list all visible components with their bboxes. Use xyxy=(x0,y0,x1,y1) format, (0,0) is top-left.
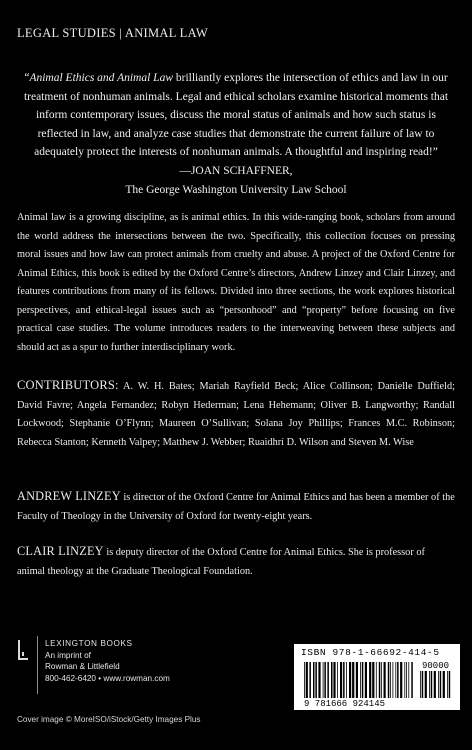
ean-digits: 9 781666 924145 xyxy=(304,699,386,708)
contributors-block xyxy=(17,376,455,452)
barcode-bar xyxy=(323,662,324,698)
price-code: 90000 xyxy=(422,661,450,671)
book-description: Animal law is a growing discipline, as is animal ethics. In this wide-ranging book, scholars from around the world address the intersections between the two. Specifically, this collection focuses on pressing moral issues and how law can protect animals from cruelty and abuse. A project of the Oxford Centre for Animal Ethics, this book is edited by the Oxford Centre’s directors, Andrew Linzey and Clair Linzey, and features contributions from many of its fellows. Divided into three sections, the work explores historical perspectives, and ethical-legal issues such as “personhood” and “property” before focusing on five practical case studies. The volume introduces readers to the interweaving between these subjects and should act as a spur to further interdisciplinary work. xyxy=(17,212,455,353)
isbn-barcode xyxy=(294,644,460,710)
endorsement-quote xyxy=(16,69,456,199)
barcode-bar xyxy=(425,671,427,698)
contributors-label: CONTRIBUTORS: xyxy=(17,378,119,392)
barcode-bar xyxy=(372,662,374,698)
barcode-bar xyxy=(449,671,451,698)
barcode-bar xyxy=(346,662,347,698)
imprint-line-2: Rowman & Littlefield xyxy=(45,662,120,671)
barcode-bar xyxy=(429,671,430,698)
publisher-text xyxy=(45,638,170,684)
quote-close-mark: ” xyxy=(432,146,438,159)
barcode-bar xyxy=(324,662,326,698)
barcode-bar xyxy=(318,662,320,698)
barcode-bar xyxy=(438,671,439,698)
quote-open-mark: “ xyxy=(24,72,30,84)
barcode-bar xyxy=(376,662,377,698)
barcode-graphic xyxy=(298,660,456,708)
barcode-bar xyxy=(404,662,405,698)
isbn-number: ISBN 978-1-66692-414-5 xyxy=(301,647,440,658)
barcode-bar xyxy=(309,662,311,698)
barcode-bar xyxy=(352,662,354,698)
editor-bio-andrew xyxy=(17,487,455,526)
barcode-bar xyxy=(400,662,402,698)
price-addon-bars xyxy=(420,671,450,698)
barcode-bar xyxy=(440,671,442,698)
barcode-bar xyxy=(434,671,436,698)
quote-text: brilliantly explores the intersection of ethics and law in our treatment of nonhuman animals. Legal and ethical scholars examine historical moments that inform contemporary issues, discuss the moral status of animals and how such status is reflected in law, and analyze case studies that demonstrate the current failure of law to adequately protect the interests of nonhuman animals. A thoughtful and inspiring read! xyxy=(23,72,449,159)
barcode-bar xyxy=(406,662,407,698)
barcode-bar xyxy=(420,671,421,698)
barcode-bar xyxy=(393,662,394,698)
barcode-bar xyxy=(331,662,333,698)
barcode-bar xyxy=(381,662,382,698)
barcode-bar xyxy=(411,662,413,698)
barcode-bar xyxy=(313,662,315,698)
contributors-names: A. W. H. Bates; Mariah Rayfield Beck; Alice Collinson; Danielle Duffield; David Favre; Angela Fernandez; Robyn Hederman; Lena Hehemann; Oliver B. Langworthy; Randall Lockwood; Stephanie O’Flynn; Maureen O’Sullivan; Solana Joy Phillips; Frances M.C. Robinson; Rebecca Stanton; Kenneth Valpey; Matthew J. Webber; Ruaidhrí D. Wilson and Steven M. Wise xyxy=(17,381,455,448)
barcode-bar xyxy=(397,662,399,698)
barcode-bar xyxy=(395,662,396,698)
bio-text: is director of the Oxford Centre for Animal Ethics and has been a member of the Faculty of Theology in the University of Oxford for twenty-eight years. xyxy=(17,492,455,522)
barcode-bar xyxy=(379,662,381,698)
bio-text: is deputy director of the Oxford Centre for Animal Ethics. She is professor of animal theology at the Graduate Theological Foundation. xyxy=(17,547,425,577)
barcode-bar xyxy=(337,662,338,698)
barcode-bar xyxy=(443,671,445,698)
barcode-bar xyxy=(408,662,409,698)
publisher-contact: 800-462-6420 • www.rowman.com xyxy=(45,673,170,683)
bio-name: CLAIR LINZEY xyxy=(17,544,104,558)
ean-bars xyxy=(304,662,413,698)
publisher-block xyxy=(17,636,207,698)
publisher-divider xyxy=(37,636,38,694)
barcode-bar xyxy=(340,662,342,698)
quote-author: —JOAN SCHAFFNER, xyxy=(179,164,293,177)
editor-bio-clair xyxy=(17,542,455,581)
barcode-bar xyxy=(384,662,386,698)
barcode-bar xyxy=(327,662,329,698)
lexington-logo-icon xyxy=(17,638,29,662)
barcode-bar xyxy=(388,662,390,698)
barcode-bar xyxy=(431,671,433,698)
publisher-name: LEXINGTON BOOKS xyxy=(45,639,133,648)
category-label: LEGAL STUDIES | ANIMAL LAW xyxy=(17,26,208,40)
barcode-bar xyxy=(360,662,361,698)
barcode-bar xyxy=(306,662,308,698)
barcode-bar xyxy=(349,662,351,698)
barcode-bar xyxy=(422,671,424,698)
barcode-bar xyxy=(362,662,364,698)
imprint-line-1: An imprint of xyxy=(45,650,91,660)
barcode-bar xyxy=(365,662,367,698)
barcode-bar xyxy=(356,662,358,698)
barcode-bar xyxy=(343,662,345,698)
barcode-bar xyxy=(369,662,371,698)
barcode-bar xyxy=(390,662,391,698)
barcode-bar xyxy=(315,662,317,698)
quote-affiliation: The George Washington University Law School xyxy=(125,183,347,196)
barcode-bar xyxy=(333,662,335,698)
barcode-bar xyxy=(447,671,448,698)
cover-image-credit: Cover image © MoreISO/iStock/Getty Images Plus xyxy=(17,715,201,724)
bio-name: ANDREW LINZEY xyxy=(17,489,121,503)
barcode-bar xyxy=(304,662,305,698)
endorsed-book-title: Animal Ethics and Animal Law xyxy=(29,72,173,84)
